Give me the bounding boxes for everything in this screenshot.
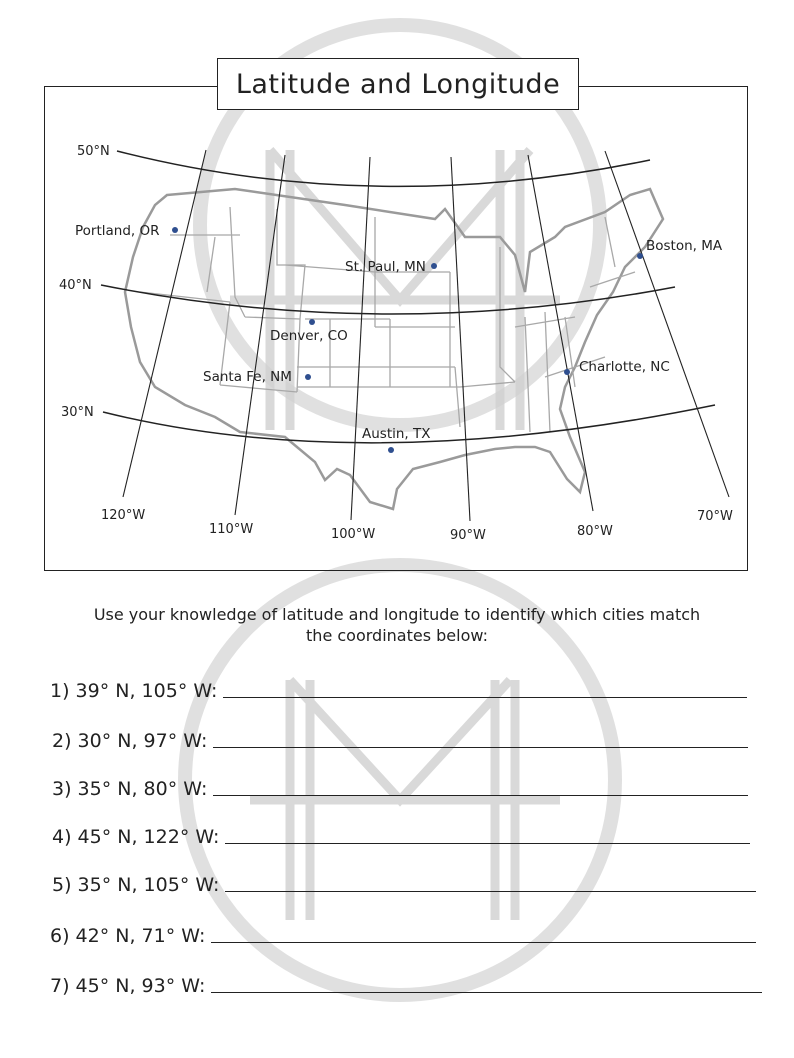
lat-line-50 — [117, 151, 650, 186]
city-label-austin: Austin, TX — [362, 426, 431, 442]
lon-line-100 — [351, 157, 370, 520]
question-row-6 — [50, 925, 756, 947]
lon-label-90: 90°W — [450, 528, 486, 543]
map-frame — [44, 86, 748, 571]
lon-label-70: 70°W — [697, 509, 733, 524]
city-dot-boston — [637, 253, 643, 259]
city-label-portland: Portland, OR — [75, 223, 160, 239]
question-label: 6) 42° N, 71° W: — [50, 925, 206, 947]
question-row-4 — [52, 826, 750, 848]
question-label: 4) 45° N, 122° W: — [52, 826, 220, 848]
city-label-st-paul: St. Paul, MN — [345, 259, 426, 275]
lon-label-120: 120°W — [101, 508, 146, 523]
lon-line-70 — [605, 151, 729, 497]
question-row-3 — [52, 778, 748, 800]
lon-line-120 — [123, 150, 206, 497]
city-label-denver: Denver, CO — [270, 328, 348, 344]
city-dot-santa-fe — [305, 374, 311, 380]
answer-line[interactable] — [225, 843, 750, 844]
answer-line[interactable] — [213, 747, 748, 748]
lon-line-80 — [528, 155, 593, 511]
lat-label-40: 40°N — [59, 278, 92, 293]
answer-line[interactable] — [211, 992, 762, 993]
city-dot-denver — [309, 319, 315, 325]
city-dot-st-paul — [431, 263, 437, 269]
lon-label-100: 100°W — [331, 527, 376, 542]
page-title: Latitude and Longitude — [217, 58, 579, 110]
answer-line[interactable] — [225, 891, 756, 892]
city-label-boston: Boston, MA — [646, 238, 723, 254]
lat-label-30: 30°N — [61, 405, 94, 420]
question-label: 2) 30° N, 97° W: — [52, 730, 208, 752]
question-row-5 — [52, 874, 756, 896]
question-label: 7) 45° N, 93° W: — [50, 975, 206, 997]
city-dot-austin — [388, 447, 394, 453]
answer-line[interactable] — [211, 942, 756, 943]
question-label: 5) 35° N, 105° W: — [52, 874, 220, 896]
lat-line-40 — [101, 285, 675, 314]
question-row-1 — [50, 680, 747, 702]
question-label: 1) 39° N, 105° W: — [50, 680, 218, 702]
question-row-7 — [50, 975, 762, 997]
lat-label-50: 50°N — [77, 144, 110, 159]
city-dot-charlotte — [564, 369, 570, 375]
us-outline — [125, 189, 663, 509]
lon-label-110: 110°W — [209, 522, 254, 537]
city-dot-portland — [172, 227, 178, 233]
answer-line[interactable] — [213, 795, 748, 796]
us-map — [45, 87, 749, 572]
lon-label-80: 80°W — [577, 524, 613, 539]
question-label: 3) 35° N, 80° W: — [52, 778, 208, 800]
city-label-charlotte: Charlotte, NC — [579, 359, 670, 375]
instructions-text: Use your knowledge of latitude and longitude to identify which cities match the coordinates below: — [93, 605, 701, 645]
lon-line-90 — [451, 157, 470, 521]
city-label-santa-fe: Santa Fe, NM — [203, 369, 292, 385]
answer-line[interactable] — [223, 697, 747, 698]
question-row-2 — [52, 730, 748, 752]
